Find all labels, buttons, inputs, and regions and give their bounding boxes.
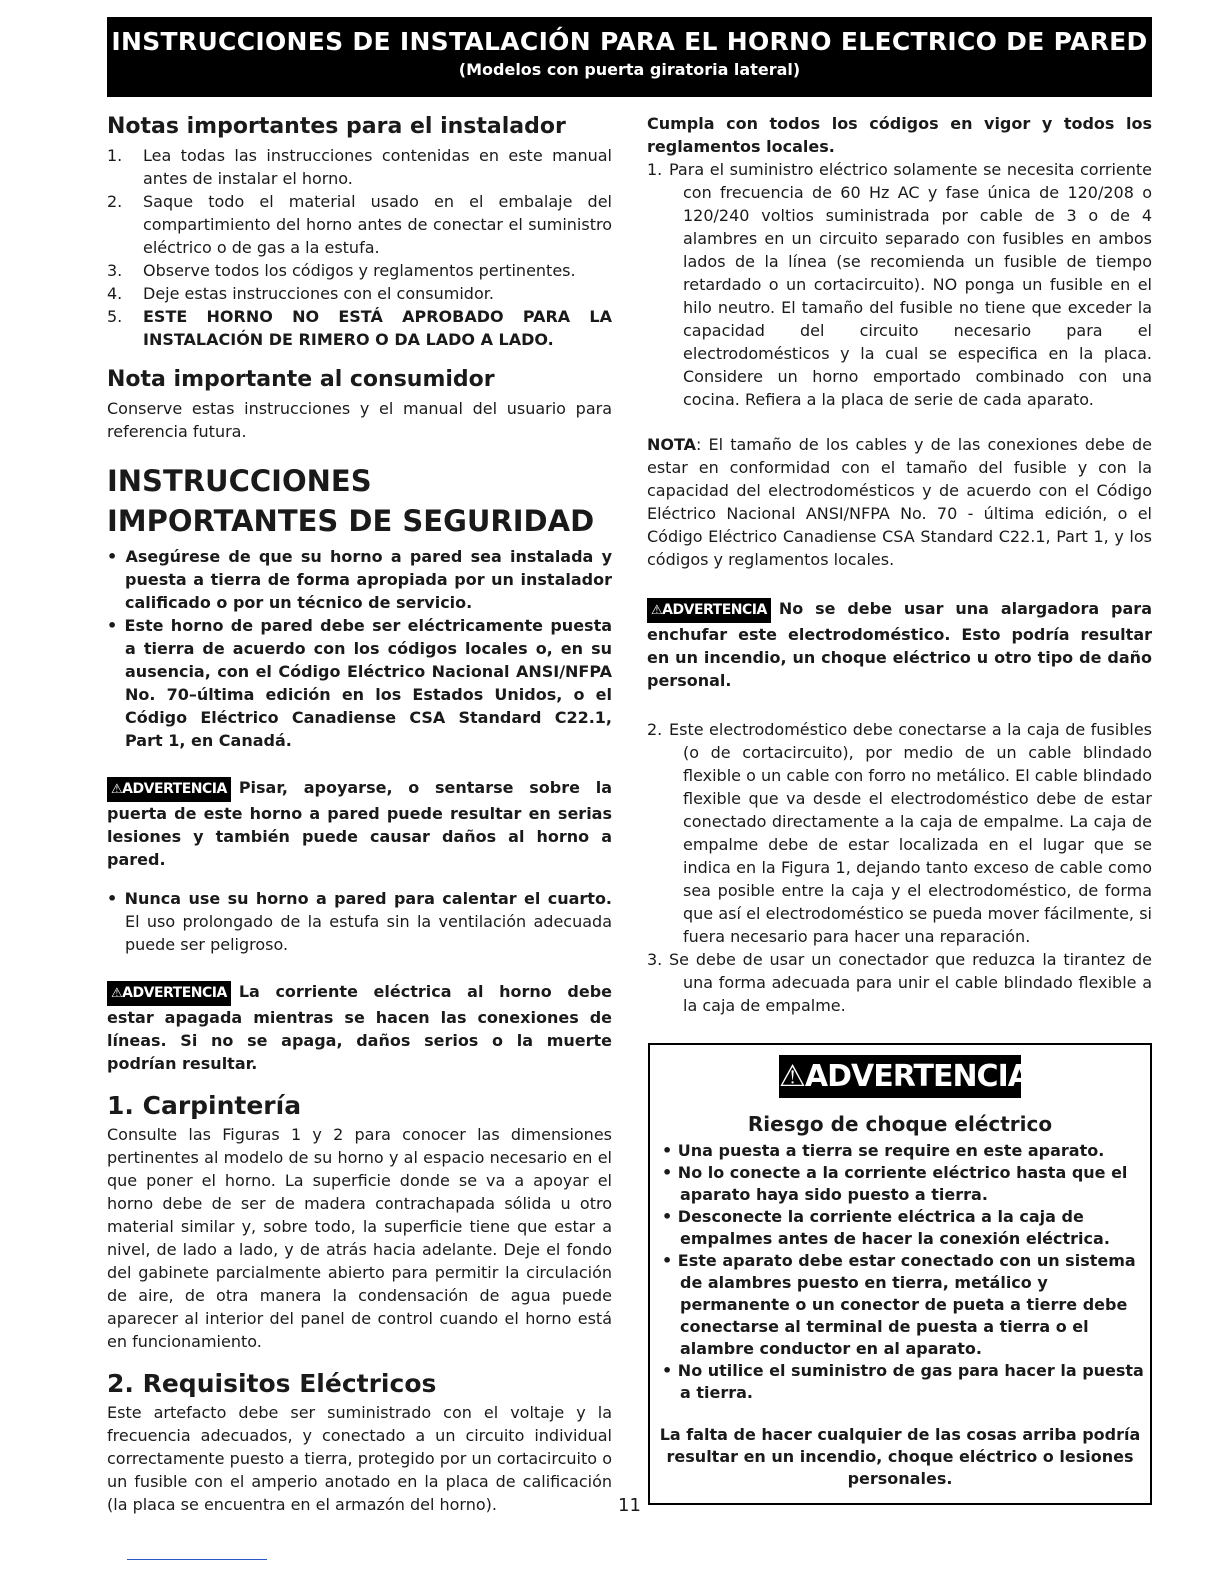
shock-warning-box: [648, 1043, 1152, 1505]
warning-step: ⚠ADVERTENCIA Pisar, apoyarse, o sentarse sobre la puerta de este horno a pared puede resultar en serias lesiones y también puede causar daños al horno a pared.: [107, 778, 612, 869]
warning-box-bullets: [662, 1140, 1150, 1404]
warning-triangle-icon: ⚠: [651, 603, 663, 618]
footer-rule: [127, 1559, 267, 1560]
list-item: 1. Lea todas las instrucciones contenidas en este manual antes de instalar el horno.: [107, 146, 612, 188]
warning-triangle-icon: ⚠: [111, 782, 123, 797]
left-column: [107, 112, 612, 1516]
warning-triangle-icon: ⚠: [111, 986, 123, 1001]
right-column: [647, 112, 1152, 1017]
safety-bullets: [107, 545, 612, 752]
list-item: 4. Deje estas instrucciones con el consumidor.: [107, 284, 494, 303]
list-item: 2. Este electrodoméstico debe conectarse a la caja de fusibles (o de cortacircuito), por medio de un cable blindado flexible o un cable con forro no metálico. El cable blindado flexible que va desde el electrodoméstico debe de estar conectado directamente a la caja de empalme. La caja de empalme debe de estar localizada en el lugar que se indica en la Figura 1, dejando tanto exceso de cable como sea posible entre la caja y el electrodoméstico, de forma que así el electrodoméstico se pueda mover fácilmente, si fuera necesario para hacer una reparación.: [647, 720, 1152, 946]
list-item: • Una puesta a tierra se require en este aparato.: [662, 1141, 1105, 1160]
warning-box-title: Riesgo de choque eléctrico: [747, 1112, 1053, 1136]
requisitos-heading: 2. Requisitos Eléctricos: [107, 1369, 437, 1398]
carpinteria-text: Consulte las Figuras 1 y 2 para conocer las dimensiones pertinentes al modelo de su horno y al espacio necesario en el que poner el horno. La superficie donde se va a apoyar el horno debe de ser de madera contrachapada sólida u otro material similar y, sobre todo, la superficie tiene que estar a nivel, de lado a lado, y de atrás hacia adelante. Deje el fondo del gabinete parcialmente abierto para permitir la circulación de aire, de otra manera la condensación de agua puede aparecer al interior del panel de control cuando el horno está en funcionamiento.: [107, 1125, 612, 1351]
list-item: 5. ESTE HORNO NO ESTÁ APROBADO PARA LA INSTALACIÓN DE RIMERO O DA LADO A LADO.: [107, 307, 612, 349]
warning-badge: ⚠ADVERTENCIA: [107, 777, 231, 802]
list-item: • Este horno de pared debe ser eléctricamente puesta a tierra de acuerdo con los códigos locales o, en su ausencia, con el Código Eléctrico Nacional ANSI/NFPA No. 70–última edición en los Estados Unidos, o el Código Eléctrico Canadiense CSA Standard C22.1, Part 1, en Canadá.: [107, 616, 613, 750]
heating-bullet: [107, 887, 612, 956]
big-warning-badge: ⚠ADVERTENCIA: [779, 1055, 1021, 1098]
warning-power: ⚠ADVERTENCIA La corriente eléctrica al horno debe estar apagada mientras se hacen las conexiones de líneas. Si no se apaga, daños serios o la muerte podrían resultar.: [107, 982, 612, 1073]
list-item: 3. Observe todos los códigos y reglamentos pertinentes.: [107, 261, 576, 280]
list-item: • Asegúrese de que su horno a pared sea instalada y puesta a tierra de forma apropiada por un instalador calificado o por un técnico de servicio.: [107, 547, 612, 612]
list-item: • No utilice el suministro de gas para hacer la puesta a tierra.: [662, 1361, 1144, 1402]
carpinteria-heading: 1. Carpintería: [107, 1091, 302, 1120]
electrical-list: [647, 158, 1152, 411]
warning-triangle-icon: ⚠: [779, 1059, 805, 1094]
list-item: 2. Saque todo el material usado en el embalaje del compartimiento del horno antes de conectar el suministro eléctrico o de gas a la estufa.: [107, 192, 612, 257]
list-item: 1. Para el suministro eléctrico solamente se necesita corriente con frecuencia de 60 Hz AC y fase única de 120/208 o 120/240 voltios suministrada por cable de 3 o de 4 alambres en un circuito separado con fusibles en ambos lados de la línea (se recomienda un fusible de tiempo retardado o un cortacircuito). NO ponga un fusible en el hilo neutro. El tamaño del fusible no tiene que exceder la capacidad del circuito necesario para el electrodomésticos y la cual se especifica en la placa. Considere un horno emportado combinado con una cocina. Refiera a la placa de serie de cada aparato.: [647, 160, 1152, 409]
codes-heading: Cumpla con todos los códigos en vigor y todos los reglamentos locales.: [647, 114, 1152, 156]
installer-notes-list: [107, 144, 612, 351]
connection-list: [647, 718, 1152, 1017]
list-item: • Desconecte la corriente eléctrica a la caja de empalmes antes de hacer la conexión eléctrica.: [662, 1207, 1110, 1248]
warning-extension-cord: ⚠ADVERTENCIA No se debe usar una alargadora para enchufar este electrodoméstico. Esto podría resultar en un incendio, un choque eléctrico u otro tipo de daño personal.: [647, 599, 1152, 690]
list-item: • Nunca use su horno a pared para calentar el cuarto. El uso prolongado de la estufa sin la ventilación adecuada puede ser peligroso.: [107, 889, 613, 954]
list-item: • No lo conecte a la corriente eléctrico hasta que el aparato haya sido puesto a tierra.: [662, 1163, 1128, 1204]
safety-heading: INSTRUCCIONES IMPORTANTES DE SEGURIDAD: [107, 464, 595, 538]
warning-badge: ⚠ADVERTENCIA: [107, 981, 231, 1006]
consumer-note-text: Conserve estas instrucciones y el manual del usuario para referencia futura.: [107, 399, 612, 441]
page-number: 11: [618, 1495, 641, 1516]
page-title: INSTRUCCIONES DE INSTALACIÓN PARA EL HORNO ELECTRICO DE PARED: [111, 27, 1148, 56]
requisitos-text: Este artefacto debe ser suministrado con el voltaje y la frecuencia adecuados, y conectado a un circuito individual correctamente puesto a tierra, protegido por un cortacircuito o un fusible con el amperio anotado en la placa de calificación (la placa se encuentra en el armazón del horno).: [107, 1403, 612, 1514]
page-subtitle: (Modelos con puerta giratoria lateral): [458, 60, 801, 79]
warning-box-footer: La falta de hacer cualquier de las cosas arriba podría resultar en un incendio, choque eléctrico o lesiones personales.: [659, 1425, 1141, 1488]
consumer-note-heading: Nota importante al consumidor: [107, 367, 495, 392]
title-banner: [107, 17, 1152, 97]
list-item: • Este aparato debe estar conectado con un sistema de alambres puesto en tierra, metálico y permanente o un conector de pueta a tierre debe conectarse al terminal de puesta a tierra o el alambre conductor en al aparato.: [662, 1251, 1136, 1358]
installer-notes-heading: Notas importantes para el instalador: [107, 114, 566, 139]
list-item: 3. Se debe de usar un conectador que reduzca la tirantez de una forma adecuada para unir el cable blindado flexible a la caja de empalme.: [647, 950, 1152, 1015]
warning-badge: ⚠ADVERTENCIA: [647, 598, 771, 623]
nota-paragraph: NOTA: El tamaño de los cables y de las conexiones debe de estar en conformidad con el tamaño del fusible y con la capacidad del electrodomésticos y de acuerdo con el Código Eléctrico Nacional ANSI/NFPA No. 70 - última edición, o el Código Eléctrico Canadiense CSA Standard C22.1, Part 1, y los códigos y reglamentos locales.: [647, 435, 1152, 569]
